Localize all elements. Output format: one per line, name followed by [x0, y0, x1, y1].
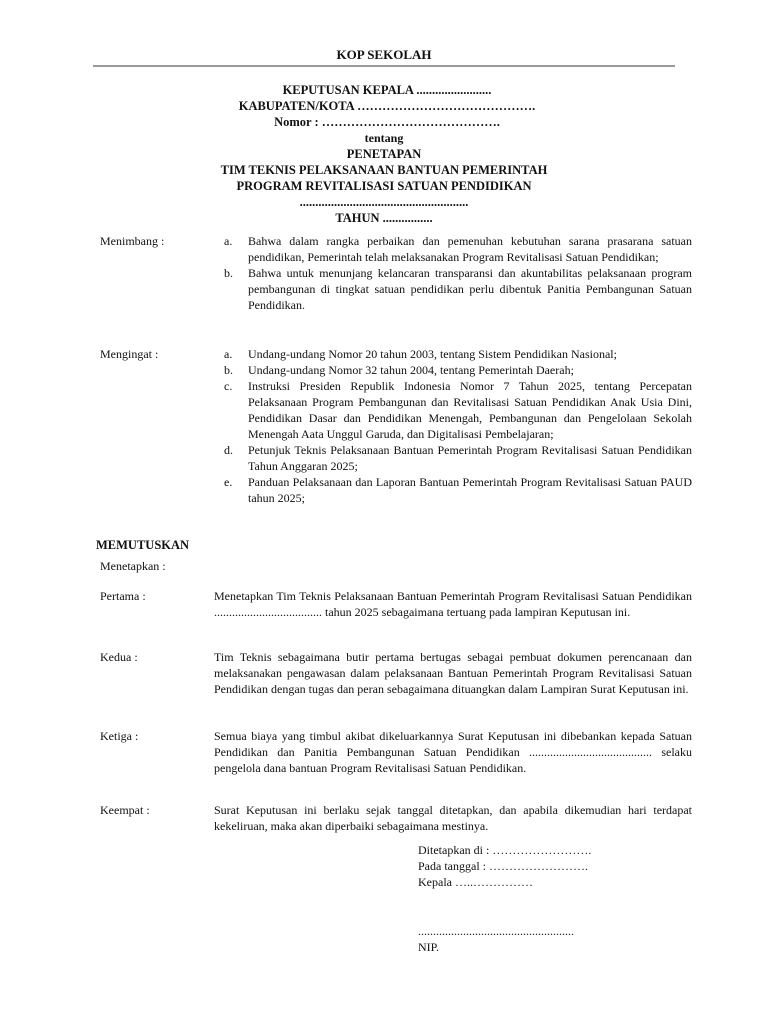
- list-marker: b.: [224, 266, 233, 280]
- mengingat-label: Mengingat :: [100, 347, 159, 361]
- ketiga-label: Ketiga :: [100, 729, 139, 743]
- list-item: [224, 362, 692, 378]
- title-line-tentang: tentang: [364, 131, 404, 145]
- menimbang-label: Menimbang :: [100, 234, 165, 248]
- kedua-label: Kedua :: [100, 650, 138, 664]
- mengingat-list: [224, 346, 692, 506]
- list-item-text: Undang-undang Nomor 32 tahun 2004, tentang Pemerintah Daerah;: [248, 363, 574, 377]
- list-item-text: Undang-undang Nomor 20 tahun 2003, tentang Sistem Pendidikan Nasional;: [248, 347, 617, 361]
- ditetapkan-di-line: Ditetapkan di : …………………….: [418, 843, 592, 857]
- title-line-program: PROGRAM REVITALISASI SATUAN PENDIDIKAN: [236, 179, 532, 193]
- list-item-text: Bahwa untuk menunjang kelancaran transparansi dan akuntabilitas pelaksanaan program pembangunan di tingkat satuan pendidikan perlu dibentuk Panitia Pembangunan Satuan Pendidikan.: [248, 266, 692, 312]
- list-item: [224, 265, 692, 313]
- pertama-label: Pertama :: [100, 589, 146, 603]
- pertama-text: Menetapkan Tim Teknis Pelaksanaan Bantuan Pemerintah Program Revitalisasi Satuan Pendidikan .................................... tahun 2025 sebagaimana tertuang pada lampiran Keputusan ini.: [214, 589, 692, 619]
- list-marker: e.: [224, 475, 233, 489]
- list-marker: b.: [224, 363, 233, 377]
- list-marker: a.: [224, 234, 233, 248]
- header-divider: [93, 65, 675, 67]
- memutuskan-heading: MEMUTUSKAN: [96, 538, 190, 552]
- list-marker: c.: [224, 379, 233, 393]
- kop-sekolah-header: KOP SEKOLAH: [336, 47, 432, 62]
- menetapkan-label: Menetapkan :: [100, 559, 166, 573]
- decree-title-block: [0, 82, 768, 226]
- list-item: [224, 378, 692, 442]
- keempat-text: Surat Keputusan ini berlaku sejak tanggal ditetapkan, dan apabila dikemudian hari terdapat kekeliruan, maka akan diperbaiki sebagaimana mestinya.: [214, 803, 692, 833]
- list-marker: a.: [224, 347, 233, 361]
- title-line-tahun: TAHUN ................: [335, 211, 433, 225]
- signatory-name-line: ....................................................: [418, 924, 574, 938]
- list-item-text: Bahwa dalam rangka perbaikan dan pemenuhan kebutuhan sarana prasarana satuan pendidikan, Pemerintah telah melaksanakan Program Revitalisasi Satuan Pendidikan;: [248, 234, 692, 264]
- ketiga-text: Semua biaya yang timbul akibat dikeluarkannya Surat Keputusan ini dibebankan kepada Satuan Pendidikan dan Panitia Pembangunan Satuan Pendidikan ......................................... selaku pengelola dana bantuan Program Revitalisasi Satuan Pendidikan.: [214, 729, 692, 775]
- list-item-text: Petunjuk Teknis Pelaksanaan Bantuan Pemerintah Program Revitalisasi Satuan Pendidikan Tahun Anggaran 2025;: [248, 443, 692, 473]
- title-line-dots: ......................................................: [299, 195, 469, 209]
- list-item-text: Instruksi Presiden Republik Indonesia Nomor 7 Tahun 2025, tentang Percepatan Pelaksanaan Program Pembangunan dan Revitalisasi Satuan Pendidikan Anak Usia Dini, Pendidikan Dasar dan Pendidikan Menengah, Pembangunan dan Pengelolaan Sekolah Menengah Aata Unggul Garuda, dan Digitalisasi Pembelajaran;: [248, 379, 692, 441]
- list-item: [224, 474, 692, 506]
- kepala-line: Kepala …..……………: [418, 875, 533, 889]
- pada-tanggal-line: Pada tanggal : …………………….: [418, 859, 588, 873]
- list-item: [224, 442, 692, 474]
- title-line-penetapan: PENETAPAN: [346, 147, 422, 161]
- nip-line: NIP.: [418, 940, 440, 954]
- kedua-text: Tim Teknis sebagaimana butir pertama bertugas sebagai pembuat dokumen perencanaan dan melaksanakan pengawasan dalam pelaksanaan Bantuan Pemerintah Program Revitalisasi Satuan Pendidikan dengan tugas dan peran sebagaimana dituangkan dalam Lampiran Surat Keputusan ini.: [214, 650, 692, 696]
- title-line-kabupaten: KABUPATEN/KOTA …………………………………….: [238, 99, 536, 113]
- title-line-keputusan: KEPUTUSAN KEPALA ........................: [282, 83, 492, 97]
- list-item-text: Panduan Pelaksanaan dan Laporan Bantuan Pemerintah Program Revitalisasi Satuan PAUD tahun 2025;: [248, 475, 692, 505]
- title-line-nomor: Nomor : …………………………………….: [274, 115, 500, 129]
- title-line-tim-teknis: TIM TEKNIS PELAKSANAAN BANTUAN PEMERINTAH: [220, 163, 548, 177]
- menimbang-list: [224, 233, 692, 313]
- list-item: [224, 346, 692, 362]
- list-item: [224, 233, 692, 265]
- keempat-label: Keempat :: [100, 803, 150, 817]
- list-marker: d.: [224, 443, 233, 457]
